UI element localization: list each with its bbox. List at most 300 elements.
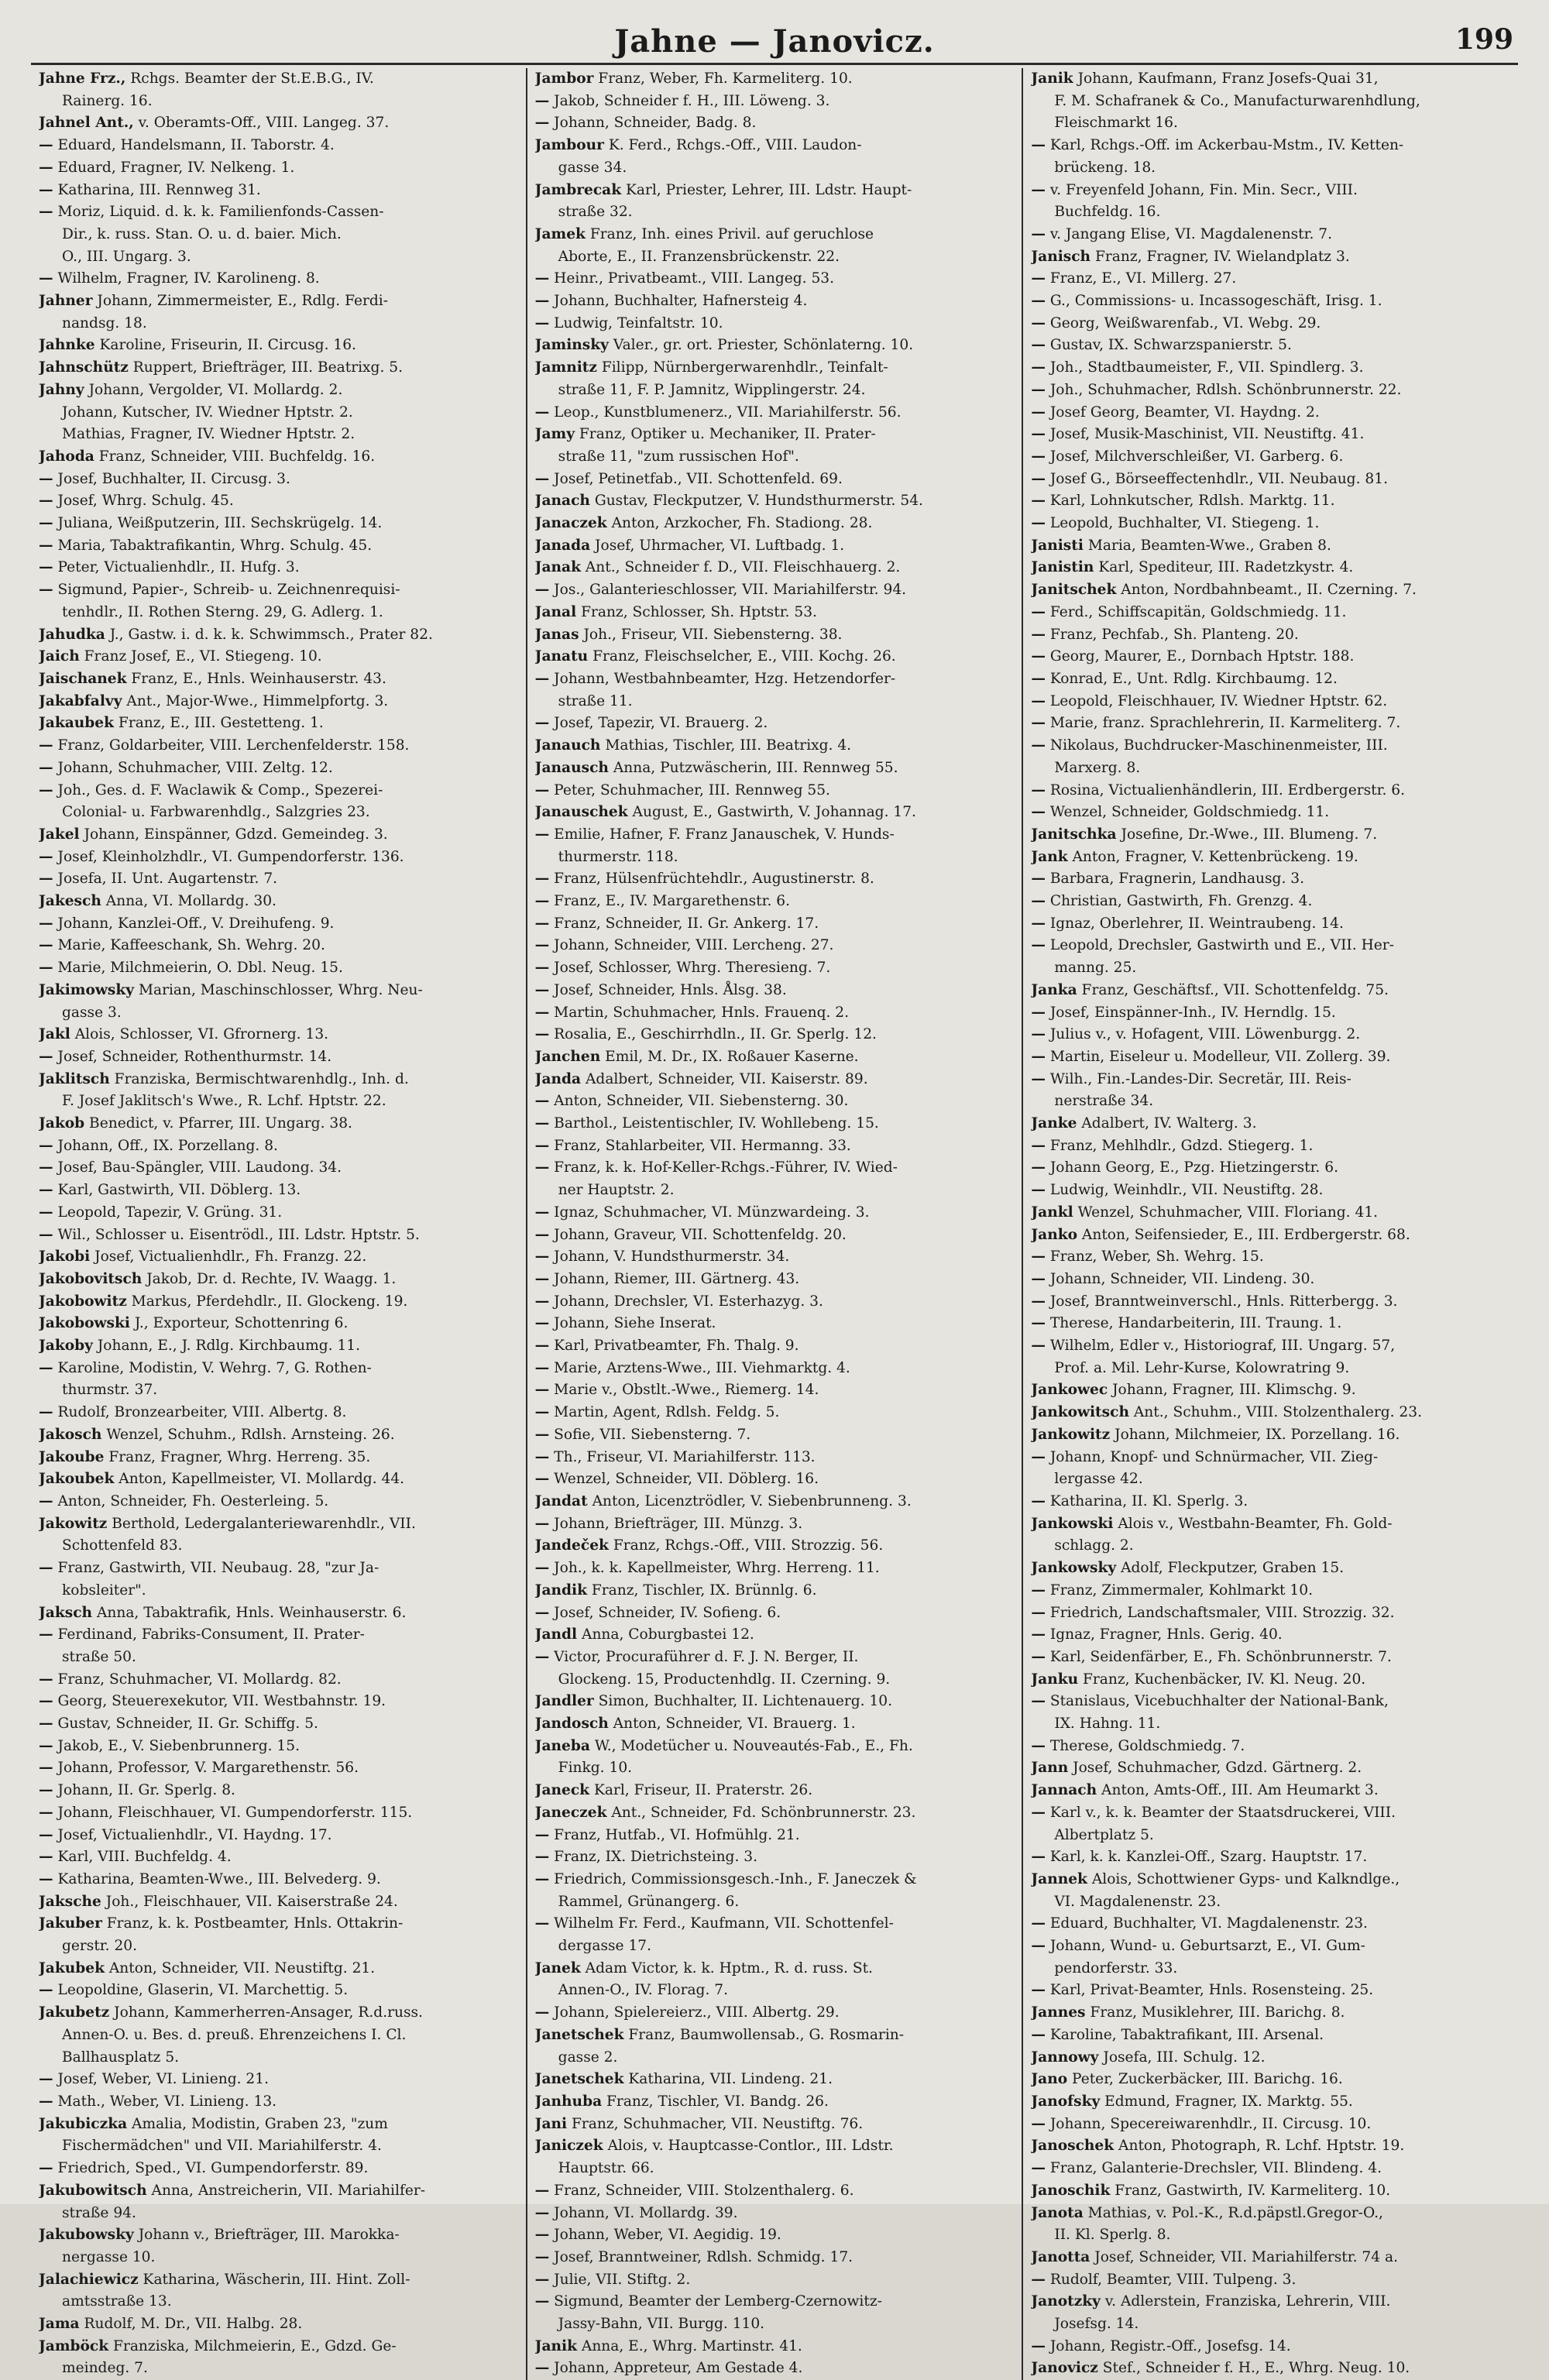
- directory-entry: [39, 1024, 518, 1046]
- entry-details: Marxerg. 8.: [1054, 759, 1141, 776]
- entry-surname: —: [39, 1737, 53, 1754]
- entry-details: Josef G., Börseeffectenhdlr., VII. Neubaug. 81.: [1045, 470, 1388, 487]
- entry-details: Marian, Maschinschlosser, Whrg. Neu-: [134, 981, 423, 998]
- directory-entry: [535, 868, 1015, 891]
- entry-surname: —: [534, 1093, 550, 1110]
- entry-surname: —: [1031, 1182, 1046, 1199]
- directory-entry: [39, 446, 518, 469]
- entry-details: Franz, Weber, Fh. Karmeliterg. 10.: [593, 70, 853, 87]
- directory-entry: [1031, 2180, 1510, 2203]
- entry-surname: —: [534, 2248, 550, 2265]
- entry-details: Josef, Schneider, Rothenthurmstr. 14.: [53, 1048, 332, 1065]
- entry-surname: —: [534, 1159, 550, 1176]
- entry-details: Josefine, Dr.-Wwe., III. Blumeng. 7.: [1116, 826, 1378, 843]
- entry-details: Juliana, Weißputzerin, III. Sechskrügelg. 14.: [53, 515, 383, 532]
- directory-entry: [535, 1069, 1015, 1091]
- entry-details: Katharina, III. Rennweg 31.: [53, 181, 261, 198]
- entry-surname: Janisti: [1031, 537, 1084, 554]
- entry-details: Jassy-Bahn, VII. Burgg. 110.: [558, 2316, 765, 2333]
- entry-details: Johann, Zimmermeister, E., Rdlg. Ferdi-: [92, 293, 388, 310]
- entry-details: Johann, Schneider, VIII. Lercheng. 27.: [549, 937, 834, 954]
- directory-entry: [1031, 1224, 1510, 1247]
- directory-entry: [1031, 490, 1510, 513]
- entry-details: Anton, Fragner, V. Kettenbrückeng. 19.: [1067, 848, 1358, 865]
- directory-entry: [1031, 1736, 1510, 1758]
- entry-details: Maria, Tabaktrafikantin, Whrg. Schulg. 45.: [53, 537, 373, 554]
- directory-entry: [1031, 1202, 1510, 1224]
- entry-details: Franz, Pechfab., Sh. Planteng. 20.: [1045, 626, 1299, 643]
- entry-surname: Jahudka: [39, 626, 105, 643]
- entry-surname: Jandler: [534, 1693, 594, 1710]
- directory-entry: [535, 2291, 1015, 2313]
- directory-entry: [39, 1335, 518, 1358]
- directory-entry: [535, 290, 1015, 313]
- entry-details: W., Modetücher u. Nouveautés-Fab., E., Fh.: [589, 1737, 913, 1754]
- directory-entry: [535, 2091, 1015, 2114]
- entry-surname: —: [534, 92, 550, 109]
- entry-surname: —: [534, 1204, 550, 1221]
- entry-details: Peter, Victualienhdlr., II. Hufg. 3.: [53, 559, 300, 576]
- directory-entry: [535, 1002, 1015, 1025]
- page-title: Jahne — Janovicz.: [614, 22, 935, 60]
- directory-entry: [39, 1090, 518, 1113]
- entry-surname: Janitschek: [1031, 582, 1117, 599]
- directory-entry: [535, 180, 1015, 202]
- entry-surname: —: [1031, 2271, 1046, 2288]
- directory-entry: [39, 2069, 518, 2091]
- entry-surname: —: [534, 2227, 550, 2244]
- entry-surname: —: [534, 2360, 550, 2377]
- directory-entry: [1031, 735, 1510, 757]
- entry-details: nandsg. 18.: [62, 314, 147, 331]
- entry-details: Franz, Fleischselcher, E., VIII. Kochg. 26.: [588, 648, 896, 665]
- directory-entry: [535, 735, 1015, 757]
- entry-surname: —: [534, 1426, 550, 1443]
- entry-details: Franz, Rchgs.-Off., VIII. Strozzig. 56.: [608, 1537, 884, 1554]
- directory-entry: [39, 1602, 518, 1625]
- entry-surname: Jandl: [534, 1626, 578, 1643]
- entry-details: Karoline, Friseurin, II. Circusg. 16.: [94, 337, 356, 354]
- entry-details: Karl, Seidenfärber, E., Fh. Schönbrunnerstr. 7.: [1045, 1648, 1392, 1665]
- directory-entry: [535, 2336, 1015, 2358]
- directory-entry: [1031, 1757, 1510, 1780]
- entry-details: Gustav, Fleckputzer, V. Hundsthurmerstr. 54.: [589, 493, 923, 510]
- entry-surname: —: [1031, 448, 1046, 465]
- entry-details: Mathias, Fragner, IV. Wiedner Hptstr. 2.: [62, 426, 355, 443]
- directory-entry: [1031, 1602, 1510, 1625]
- entry-surname: Jakoby: [39, 1338, 93, 1355]
- entry-details: Karl, Privat-Beamter, Hnls. Rosensteing. 25.: [1045, 1982, 1374, 1999]
- entry-surname: —: [534, 893, 550, 910]
- entry-details: Josef, Schlosser, Whrg. Theresieng. 7.: [549, 960, 831, 977]
- entry-details: Joh., Stadtbaumeister, F., VII. Spindlerg. 3.: [1045, 359, 1364, 376]
- directory-entry: [535, 1046, 1015, 1069]
- entry-surname: —: [39, 937, 53, 954]
- entry-details: Franz, E., III. Gestetteng. 1.: [114, 715, 324, 732]
- directory-entry: [39, 290, 518, 313]
- entry-details: Franz, Hutfab., VI. Hofmühlg. 21.: [549, 1826, 800, 1843]
- directory-entry: [535, 1669, 1015, 1691]
- entry-surname: —: [39, 159, 53, 176]
- entry-surname: —: [534, 981, 550, 998]
- entry-surname: Janik: [534, 2337, 577, 2354]
- directory-entry: [39, 2224, 518, 2247]
- directory-entry: [1031, 780, 1510, 802]
- entry-details: Joh., k. k. Kapellmeister, Whrg. Herreng. 11.: [549, 1560, 880, 1577]
- directory-entry: [535, 2180, 1015, 2203]
- entry-details: Anton, Schneider, Fh. Oesterleing. 5.: [53, 1493, 329, 1509]
- directory-entry: [1031, 602, 1510, 624]
- directory-entry: [1031, 579, 1510, 602]
- entry-surname: Jaksch: [39, 1604, 93, 1621]
- entry-details: Alois, Schlosser, VI. Gfrornerg. 13.: [70, 1026, 329, 1043]
- directory-entry: [1031, 1246, 1510, 1269]
- entry-details: Josef, Whrg. Schulg. 45.: [53, 493, 234, 510]
- directory-entry: [39, 1846, 518, 1869]
- directory-entry: [39, 1691, 518, 1713]
- directory-entry: [39, 201, 518, 224]
- entry-details: Franziska, Milchmeierin, E., Gdzd. Ge-: [108, 2337, 397, 2354]
- directory-entry: [535, 357, 1015, 379]
- directory-entry: [1031, 691, 1510, 713]
- directory-entry: [1031, 1447, 1510, 1469]
- entry-surname: —: [534, 2271, 550, 2288]
- entry-details: kobsleiter".: [62, 1582, 146, 1599]
- entry-details: Jakob, Dr. d. Rechte, IV. Waagg. 1.: [142, 1270, 397, 1287]
- entry-details: Johann, Knopf- und Schnürmacher, VII. Zieg-: [1045, 1448, 1379, 1465]
- entry-details: Josef, Victualienhdlr., Fh. Franzg. 22.: [90, 1248, 367, 1266]
- directory-entry: [535, 668, 1015, 691]
- directory-entry: [39, 313, 518, 335]
- entry-details: Karl, Lohnkutscher, Rdlsh. Marktg. 11.: [1045, 493, 1335, 510]
- directory-entry: [39, 1513, 518, 1536]
- entry-details: Peter, Schuhmacher, III. Rennweg 55.: [549, 781, 830, 798]
- entry-details: straße 94.: [62, 2204, 136, 2221]
- directory-entry: [535, 757, 1015, 780]
- entry-surname: —: [39, 559, 53, 576]
- directory-entry: [1031, 379, 1510, 402]
- entry-surname: Janda: [534, 1070, 582, 1087]
- entry-surname: Jankowsky: [1031, 1560, 1117, 1577]
- entry-surname: —: [39, 1782, 53, 1799]
- entry-details: nergasse 10.: [62, 2248, 156, 2265]
- directory-entry: [1031, 2158, 1510, 2180]
- entry-details: Eduard, Buchhalter, VI. Magdalenenstr. 23.: [1045, 1915, 1368, 1932]
- entry-details: Franz, Fragner, Whrg. Herreng. 35.: [104, 1448, 371, 1465]
- directory-entry: [535, 2135, 1015, 2158]
- directory-entry: [1031, 1180, 1510, 1202]
- entry-surname: Janka: [1031, 981, 1077, 998]
- entry-details: Johann, Schneider, VII. Lindeng. 30.: [1045, 1270, 1315, 1287]
- entry-details: amtsstraße 13.: [62, 2293, 172, 2310]
- directory-entry: [535, 2025, 1015, 2047]
- directory-entry: [1031, 313, 1510, 335]
- entry-details: Sigmund, Beamter der Lemberg-Czernowitz-: [549, 2293, 882, 2310]
- entry-details: tenhdlr., II. Rothen Sterng. 29, G. Adlerg. 1.: [62, 603, 383, 620]
- entry-details: Marie, Kaffeeschank, Sh. Wehrg. 20.: [53, 937, 325, 954]
- entry-surname: —: [534, 1315, 550, 1332]
- directory-entry: [39, 1736, 518, 1758]
- directory-entry: [39, 1468, 518, 1491]
- entry-surname: —: [534, 670, 550, 687]
- entry-details: gerstr. 20.: [62, 1938, 138, 1955]
- entry-details: Karoline, Tabaktrafikant, III. Arsenal.: [1045, 2026, 1324, 2043]
- entry-surname: —: [39, 871, 53, 888]
- entry-surname: Jakubetz: [39, 2004, 110, 2021]
- directory-entry: [535, 1269, 1015, 1291]
- entry-details: Johann, Kaufmann, Franz Josefs-Quai 31,: [1073, 70, 1379, 87]
- directory-entry: [39, 91, 518, 113]
- entry-details: Aborte, E., II. Franzensbrückenstr. 22.: [558, 248, 840, 265]
- entry-surname: —: [1031, 937, 1046, 954]
- entry-surname: Janal: [534, 603, 577, 620]
- directory-entry: [39, 757, 518, 780]
- entry-details: Berthold, Ledergalanteriewarenhdlr., VII.: [107, 1515, 416, 1532]
- entry-details: Johann Georg, E., Pzg. Hietzingerstr. 6.: [1045, 1159, 1338, 1176]
- directory-entry: [39, 802, 518, 824]
- directory-columns: [31, 68, 1518, 2380]
- entry-surname: —: [39, 1359, 53, 1376]
- entry-details: Stanislaus, Vicebuchhalter der National-Bank,: [1045, 1693, 1389, 1710]
- entry-details: Johann, E., J. Rdlg. Kirchbaumg. 11.: [92, 1338, 361, 1355]
- directory-entry: [1031, 224, 1510, 246]
- directory-entry: [39, 535, 518, 558]
- entry-details: Franz, Zimmermaler, Kohlmarkt 10.: [1045, 1582, 1314, 1599]
- directory-entry: [535, 1780, 1015, 1802]
- entry-details: Maria, Beamten-Wwe., Graben 8.: [1083, 537, 1331, 554]
- entry-details: Josefsg. 14.: [1054, 2316, 1139, 2333]
- entry-details: Rchgs. Beamter der St.E.B.G., IV.: [125, 70, 374, 87]
- directory-entry: [535, 1090, 1015, 1113]
- entry-surname: —: [534, 1849, 550, 1866]
- entry-details: Katharina, Wäscherin, III. Hint. Zoll-: [138, 2271, 410, 2288]
- entry-details: Edmund, Fragner, IX. Marktg. 55.: [1100, 2093, 1353, 2110]
- entry-surname: —: [1031, 493, 1046, 510]
- directory-entry: [39, 1491, 518, 1513]
- directory-entry: [1031, 402, 1510, 424]
- directory-entry: [535, 935, 1015, 957]
- entry-surname: —: [534, 2204, 550, 2221]
- entry-details: Franz, E., IV. Margarethenstr. 6.: [549, 893, 791, 910]
- entry-details: Karl, Spediteur, III. Radetzkystr. 4.: [1094, 559, 1354, 576]
- entry-details: Josef Georg, Beamter, VI. Haydng. 2.: [1045, 404, 1320, 421]
- entry-details: brückeng. 18.: [1054, 159, 1156, 176]
- header-rule: [31, 63, 1518, 65]
- entry-surname: Janausch: [534, 759, 609, 776]
- entry-details: Rammel, Grünangerg. 6.: [558, 1893, 740, 1910]
- entry-details: Rudolf, Bronzearbeiter, VIII. Albertg. 8.: [53, 1404, 347, 1421]
- entry-surname: —: [1031, 1604, 1046, 1621]
- entry-details: Barbara, Fragnerin, Landhausg. 3.: [1045, 871, 1305, 888]
- entry-surname: Janek: [534, 1959, 581, 1976]
- directory-entry: [1031, 446, 1510, 469]
- entry-details: Franz, Baumwollensab., G. Rosmarin-: [623, 2026, 905, 2043]
- directory-entry: [1031, 1157, 1510, 1180]
- entry-surname: —: [534, 1404, 550, 1421]
- entry-details: Alois, v. Hauptcasse-Contlor., III. Ldstr.: [603, 2138, 894, 2155]
- directory-entry: [39, 1402, 518, 1424]
- entry-details: Ludwig, Teinfaltstr. 10.: [549, 314, 723, 331]
- entry-details: Konrad, E., Unt. Rdlg. Kirchbaumg. 12.: [1045, 670, 1338, 687]
- entry-surname: —: [39, 493, 53, 510]
- entry-surname: —: [1031, 515, 1046, 532]
- entry-surname: Jano: [1031, 2071, 1068, 2088]
- entry-surname: —: [39, 759, 53, 776]
- entry-surname: —: [39, 537, 53, 554]
- entry-details: Franz, IX. Dietrichsteing. 3.: [549, 1849, 758, 1866]
- entry-surname: —: [534, 1115, 550, 1132]
- entry-surname: —: [534, 115, 550, 132]
- directory-entry: [39, 157, 518, 180]
- entry-surname: —: [1031, 1293, 1046, 1310]
- entry-details: Anna, E., Whrg. Martinstr. 41.: [576, 2337, 802, 2354]
- entry-surname: —: [534, 1560, 550, 1577]
- directory-entry: [535, 2158, 1015, 2180]
- entry-surname: —: [1031, 314, 1046, 331]
- directory-entry: [535, 513, 1015, 535]
- entry-details: Anna, Anstreicherin, VII. Mariahilfer-: [146, 2182, 426, 2199]
- directory-entry: [535, 1402, 1015, 1424]
- entry-details: Franz, Hülsenfrüchtehdlr., Augustinerstr. 8.: [549, 871, 874, 888]
- entry-details: Franz, Schneider, II. Gr. Ankerg. 17.: [549, 915, 819, 932]
- directory-entry: [1031, 802, 1510, 824]
- directory-entry: [1031, 2025, 1510, 2047]
- entry-details: Benedict, v. Pfarrer, III. Ungarg. 38.: [84, 1115, 352, 1132]
- entry-surname: Jakaubek: [39, 715, 115, 732]
- entry-details: Anton, Arzkocher, Fh. Stadiong. 28.: [606, 515, 873, 532]
- directory-entry: [535, 1913, 1015, 1935]
- entry-details: Martin, Eiseleur u. Modelleur, VII. Zollerg. 39.: [1045, 1048, 1391, 1065]
- directory-entry: [535, 1980, 1015, 2002]
- directory-entry: [39, 868, 518, 891]
- entry-surname: —: [534, 871, 550, 888]
- directory-entry: [535, 335, 1015, 357]
- directory-entry: [535, 1825, 1015, 1847]
- entry-surname: —: [1031, 426, 1046, 443]
- entry-details: Anton, Kapellmeister, VI. Mollardg. 44.: [114, 1471, 405, 1488]
- entry-surname: —: [534, 1448, 550, 1465]
- entry-details: Johann, Vergolder, VI. Mollardg. 2.: [84, 381, 343, 398]
- entry-details: Gustav, IX. Schwarzspanierstr. 5.: [1045, 337, 1292, 354]
- entry-details: Joh., Fleischhauer, VII. Kaiserstraße 24.: [101, 1893, 398, 1910]
- entry-surname: —: [39, 960, 53, 977]
- entry-details: straße 11, "zum russischen Hof".: [558, 448, 799, 465]
- directory-entry: [535, 713, 1015, 735]
- directory-entry: [39, 1157, 518, 1180]
- directory-entry: [39, 1291, 518, 1314]
- entry-surname: Janik: [1031, 70, 1073, 87]
- entry-details: Buchfeldg. 16.: [1054, 204, 1161, 221]
- directory-entry: [1031, 335, 1510, 357]
- entry-surname: Jamek: [534, 225, 586, 242]
- directory-entry: [535, 224, 1015, 246]
- directory-entry: [39, 2114, 518, 2136]
- entry-details: Josef, Victualienhdlr., VI. Haydng. 17.: [53, 1826, 332, 1843]
- directory-entry: [535, 535, 1015, 558]
- entry-details: Markus, Pferdehdlr., II. Glockeng. 19.: [126, 1293, 408, 1310]
- entry-surname: Jandeček: [534, 1537, 609, 1554]
- entry-details: Ballhausplatz 5.: [62, 2049, 180, 2066]
- entry-details: Johann, Fragner, III. Klimschg. 9.: [1108, 1382, 1356, 1399]
- entry-details: Wenzel, Schuhm., Rdlsh. Arnsteing. 26.: [101, 1426, 395, 1443]
- entry-surname: —: [39, 2093, 53, 2110]
- directory-entry: [1031, 1135, 1510, 1158]
- directory-entry: [1031, 1713, 1510, 1736]
- entry-details: thurmstr. 37.: [62, 1382, 158, 1399]
- entry-details: Wil., Schlosser u. Eisentrödl., III. Ldstr. Hptstr. 5.: [53, 1226, 420, 1243]
- directory-entry: [1031, 157, 1510, 180]
- entry-details: Julie, VII. Stiftg. 2.: [549, 2271, 691, 2288]
- directory-entry: [535, 1313, 1015, 1335]
- entry-surname: Jambrecak: [534, 181, 622, 198]
- entry-details: Franz, k. k. Postbeamter, Hnls. Ottakrin-: [101, 1915, 404, 1932]
- directory-entry: [39, 424, 518, 446]
- entry-details: Josef, Branntweiner, Rdlsh. Schmidg. 17.: [549, 2248, 853, 2265]
- entry-surname: —: [39, 2160, 53, 2177]
- entry-details: Ruppert, Briefträger, III. Beatrixg. 5.: [128, 359, 404, 376]
- entry-details: Adalbert, IV. Walterg. 3.: [1077, 1115, 1257, 1132]
- directory-entry: [39, 1224, 518, 1247]
- directory-entry: [39, 1046, 518, 1069]
- directory-entry: [535, 579, 1015, 602]
- directory-entry: [39, 1313, 518, 1335]
- entry-surname: —: [1031, 293, 1046, 310]
- entry-details: Johann, Riemer, III. Gärtnerg. 43.: [549, 1270, 800, 1287]
- entry-details: Christian, Gastwirth, Fh. Grenzg. 4.: [1045, 893, 1313, 910]
- directory-entry: [1031, 1647, 1510, 1669]
- entry-surname: Janhuba: [534, 2093, 603, 2110]
- directory-entry: [1031, 1846, 1510, 1869]
- entry-surname: —: [1031, 359, 1046, 376]
- directory-entry: [39, 1780, 518, 1802]
- entry-details: meindeg. 7.: [62, 2360, 148, 2377]
- directory-entry: [39, 379, 518, 402]
- directory-entry: [39, 2203, 518, 2225]
- entry-details: Gustav, Schneider, II. Gr. Schiffg. 5.: [53, 1715, 318, 1733]
- directory-entry: [535, 135, 1015, 157]
- entry-details: Annen-O., IV. Florag. 7.: [558, 1982, 729, 1999]
- directory-entry: [39, 268, 518, 290]
- entry-surname: Janada: [534, 537, 591, 554]
- directory-entry: [1031, 1891, 1510, 1914]
- entry-surname: —: [1031, 1648, 1046, 1665]
- entry-details: Joh., Friseur, VII. Siebensterng. 38.: [579, 626, 843, 643]
- entry-details: Anna, Coburgbastei 12.: [577, 1626, 754, 1643]
- directory-entry: [39, 1869, 518, 1891]
- directory-entry: [39, 1980, 518, 2002]
- entry-surname: Janotzky: [1031, 2293, 1101, 2310]
- directory-entry: [39, 1669, 518, 1691]
- directory-entry: [535, 446, 1015, 469]
- entry-details: Franz, Gastwirth, IV. Karmeliterg. 10.: [1110, 2182, 1391, 2199]
- entry-details: Leopold, Fleischhauer, IV. Wiedner Hptstr. 62.: [1045, 692, 1388, 709]
- entry-details: Johann, Schuhmacher, VIII. Zeltg. 12.: [53, 759, 333, 776]
- entry-surname: —: [1031, 1248, 1046, 1266]
- entry-surname: —: [534, 937, 550, 954]
- directory-entry: [39, 2336, 518, 2358]
- entry-surname: —: [39, 1760, 53, 1777]
- entry-details: G., Commissions- u. Incassogeschäft, Irisg. 1.: [1045, 293, 1382, 310]
- entry-surname: —: [39, 1870, 53, 1887]
- directory-entry: [535, 624, 1015, 647]
- entry-surname: —: [534, 1359, 550, 1376]
- directory-entry: [1031, 268, 1510, 290]
- directory-entry: [535, 2247, 1015, 2269]
- entry-surname: Jakl: [39, 1026, 70, 1043]
- entry-surname: Jann: [1031, 1760, 1069, 1777]
- entry-surname: Janas: [534, 626, 579, 643]
- entry-surname: Janotta: [1031, 2248, 1090, 2265]
